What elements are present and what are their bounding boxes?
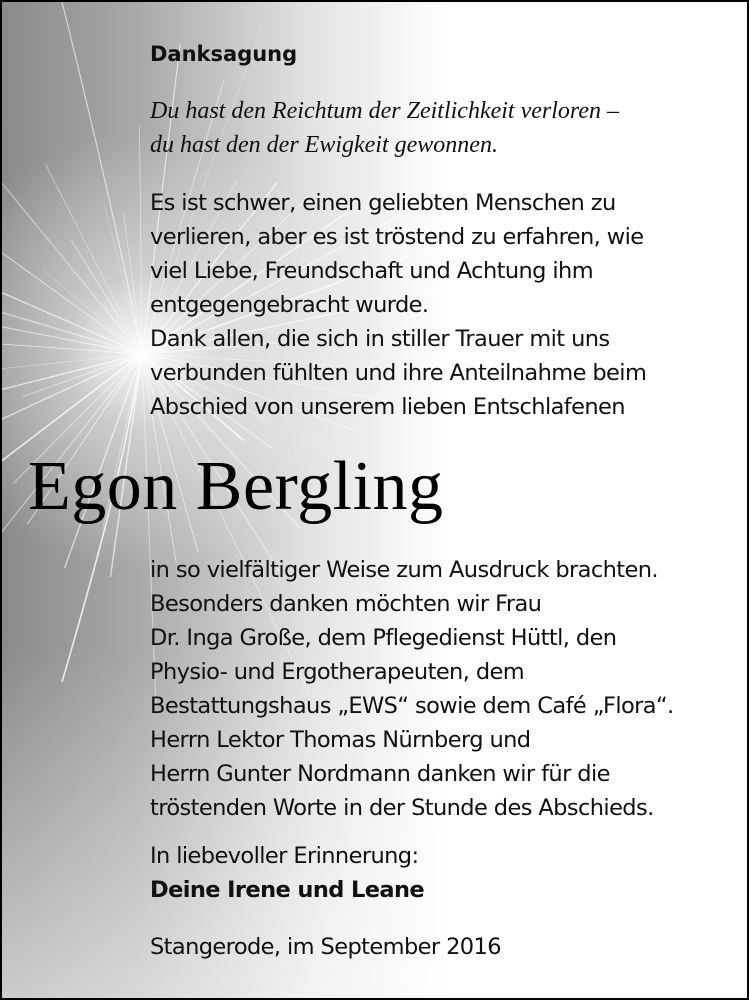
paragraph-line: in so vielfältiger Weise zum Ausdruck brachten.	[150, 557, 658, 583]
paragraph-line: Herrn Lektor Thomas Nürnberg und	[150, 727, 531, 753]
paragraph-line: Physio- und Ergotherapeuten, dem	[150, 659, 525, 685]
signature: Deine Irene und Leane	[150, 877, 425, 903]
thanks-paragraph	[150, 186, 646, 424]
paragraph-line: verlieren, aber es ist tröstend zu erfahren, wie	[150, 224, 644, 250]
motto-line: du hast den der Ewigkeit gewonnen.	[150, 132, 498, 158]
paragraph-line: Bestattungshaus „EWS“ sowie dem Café „Flora“.	[150, 693, 674, 719]
paragraph-line: viel Liebe, Freundschaft und Achtung ihm	[150, 258, 594, 284]
paragraph-line: Abschied von unserem lieben Entschlafenen	[150, 394, 625, 420]
paragraph-line: Herrn Gunter Nordmann danken wir für die	[150, 761, 610, 787]
paragraph-line: verbunden fühlten und ihre Anteilnahme beim	[150, 360, 647, 386]
paragraph-line: tröstenden Worte in der Stunde des Abschieds.	[150, 795, 654, 821]
motto-quote	[150, 94, 619, 162]
paragraph-line: Es ist schwer, einen geliebten Menschen zu	[150, 190, 616, 216]
heading-title: Danksagung	[150, 42, 298, 66]
motto-line: Du hast den Reichtum der Zeitlichkeit verloren –	[150, 98, 619, 124]
paragraph-line: Dr. Inga Große, dem Pflegedienst Hüttl, den	[150, 625, 617, 651]
place-date: Stangerode, im September 2016	[150, 934, 501, 960]
paragraph-line: Besonders danken möchten wir Frau	[150, 591, 542, 617]
deceased-name: Egon Bergling	[28, 448, 444, 525]
closing-line: In liebevoller Erinnerung:	[150, 843, 419, 869]
paragraph-line: Dank allen, die sich in stiller Trauer mit uns	[150, 326, 610, 352]
paragraph-line: entgegengebracht wurde.	[150, 292, 429, 318]
acknowledgement-paragraph	[150, 553, 674, 825]
